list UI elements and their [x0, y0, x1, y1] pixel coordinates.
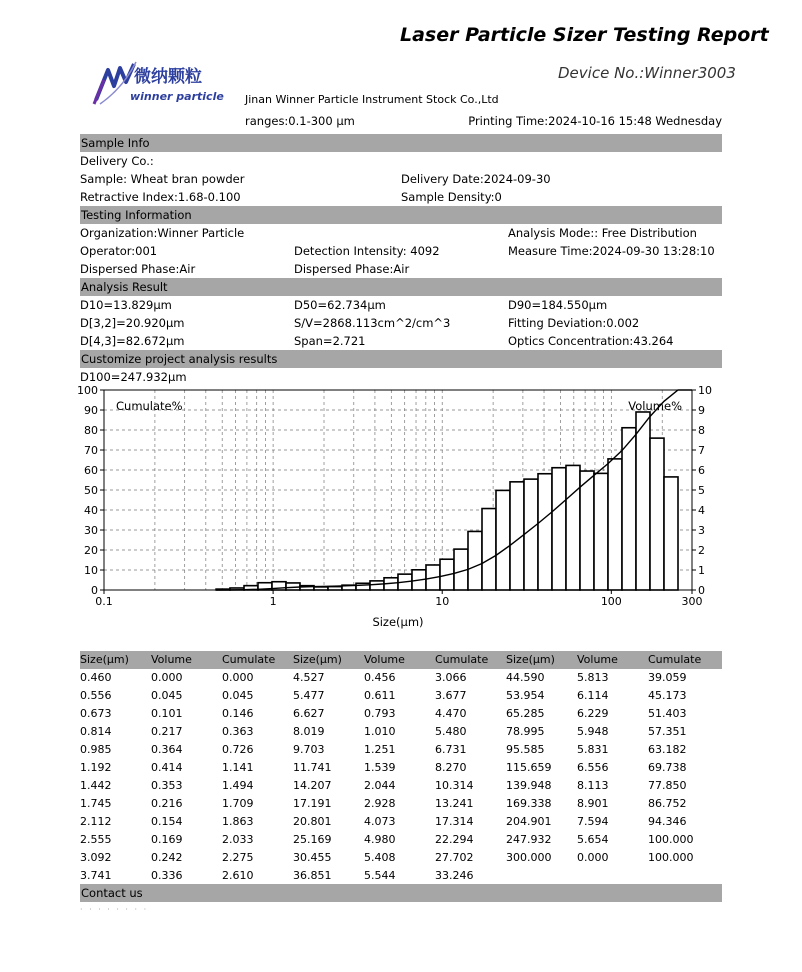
- table-cell: 0.556: [80, 689, 112, 702]
- table-row: [80, 833, 722, 851]
- table-row: [80, 725, 722, 743]
- y-right-tick-label: 6: [698, 464, 705, 477]
- table-cell: 7.594: [577, 815, 609, 828]
- table-cell: 5.544: [364, 869, 396, 882]
- y-right-tick-label: 9: [698, 404, 705, 417]
- volume-bar: [482, 509, 496, 590]
- table-cell: 25.169: [293, 833, 332, 846]
- table-cell: 0.793: [364, 707, 396, 720]
- table-cell: 95.585: [506, 743, 545, 756]
- table-cell: 8.019: [293, 725, 325, 738]
- d32-value: D[3,2]=20.920μm: [80, 316, 185, 330]
- y-left-tick-label: 60: [84, 464, 98, 477]
- y-right-tick-label: 0: [698, 584, 705, 597]
- table-header-cell: Cumulate: [222, 653, 276, 666]
- table-cell: 9.703: [293, 743, 325, 756]
- table-cell: 30.455: [293, 851, 332, 864]
- table-cell: 33.246: [435, 869, 474, 882]
- table-cell: 10.314: [435, 779, 474, 792]
- table-cell: 3.092: [80, 851, 112, 864]
- volume-bar: [524, 479, 538, 590]
- table-cell: 247.932: [506, 833, 552, 846]
- table-header-cell: Cumulate: [648, 653, 702, 666]
- table-cell: 78.995: [506, 725, 545, 738]
- table-cell: 1.863: [222, 815, 254, 828]
- table-cell: 115.659: [506, 761, 552, 774]
- table-cell: 5.408: [364, 851, 396, 864]
- table-header-cell: Size(μm): [293, 653, 342, 666]
- table-cell: 22.294: [435, 833, 474, 846]
- fitting-deviation: Fitting Deviation:0.002: [508, 316, 640, 330]
- analysis-mode: Analysis Mode:: Free Distribution: [508, 226, 697, 240]
- table-cell: 0.154: [151, 815, 183, 828]
- table-cell: 53.954: [506, 689, 545, 702]
- table-cell: 2.275: [222, 851, 254, 864]
- volume-bar: [636, 412, 650, 590]
- table-cell: 0.336: [151, 869, 183, 882]
- table-cell: 2.112: [80, 815, 112, 828]
- dispersed-phase-1: Dispersed Phase:Air: [80, 262, 196, 276]
- table-cell: 17.191: [293, 797, 332, 810]
- table-cell: 0.101: [151, 707, 183, 720]
- table-cell: 13.241: [435, 797, 474, 810]
- table-cell: 6.627: [293, 707, 325, 720]
- x-tick-label: 1: [269, 595, 277, 608]
- volume-bar: [580, 471, 594, 590]
- table-cell: 1.192: [80, 761, 112, 774]
- table-cell: 0.985: [80, 743, 112, 756]
- table-header: [80, 651, 722, 669]
- table-cell: 100.000: [648, 851, 694, 864]
- table-cell: 1.010: [364, 725, 396, 738]
- printing-time: Printing Time:2024-10-16 15:48 Wednesday: [468, 114, 722, 128]
- y-right-tick-label: 3: [698, 524, 705, 537]
- table-cell: 5.948: [577, 725, 609, 738]
- table-cell: 0.460: [80, 671, 112, 684]
- volume-bar: [496, 490, 510, 590]
- table-header-cell: Cumulate: [435, 653, 489, 666]
- table-cell: 0.169: [151, 833, 183, 846]
- table-cell: 94.346: [648, 815, 687, 828]
- d90-value: D90=184.550μm: [508, 298, 608, 312]
- particle-size-chart: [70, 384, 720, 640]
- optics-concentration: Optics Concentration:43.264: [508, 334, 674, 348]
- x-tick-label: 0.1: [95, 595, 113, 608]
- table-cell: 4.980: [364, 833, 396, 846]
- y-left-tick-label: 70: [84, 444, 98, 457]
- y-right-tick-label: 4: [698, 504, 705, 517]
- refractive-index: Retractive Index:1.68-0.100: [80, 190, 241, 204]
- table-cell: 69.738: [648, 761, 687, 774]
- table-cell: 5.480: [435, 725, 467, 738]
- table-cell: 17.314: [435, 815, 474, 828]
- faint-footer-marks: · · · · · · · ·: [80, 905, 149, 914]
- table-cell: 36.851: [293, 869, 332, 882]
- table-row: [80, 743, 722, 761]
- table-cell: 1.141: [222, 761, 254, 774]
- table-cell: 3.677: [435, 689, 467, 702]
- table-cell: 300.000: [506, 851, 552, 864]
- volume-bar: [594, 473, 608, 590]
- sample-name: Sample: Wheat bran powder: [80, 172, 245, 186]
- logo-mark-icon: [90, 60, 240, 108]
- x-tick-label: 100: [600, 595, 622, 608]
- d100-value: D100=247.932μm: [80, 370, 187, 384]
- table-cell: 77.850: [648, 779, 687, 792]
- table-cell: 2.610: [222, 869, 254, 882]
- table-cell: 4.073: [364, 815, 396, 828]
- volume-bar: [664, 477, 678, 590]
- table-cell: 1.251: [364, 743, 396, 756]
- table-cell: 14.207: [293, 779, 332, 792]
- table-cell: 2.033: [222, 833, 254, 846]
- x-axis-label: Size(μm): [372, 615, 424, 629]
- table-cell: 6.229: [577, 707, 609, 720]
- d43-value: D[4,3]=82.672μm: [80, 334, 185, 348]
- delivery-date: Delivery Date:2024-09-30: [401, 172, 551, 186]
- table-cell: 1.539: [364, 761, 396, 774]
- device-number: Device No.:Winner3003: [558, 64, 736, 82]
- volume-bar: [538, 474, 552, 590]
- d50-value: D50=62.734μm: [294, 298, 386, 312]
- section-testing-info: Testing Information: [80, 206, 722, 224]
- span-value: Span=2.721: [294, 334, 366, 348]
- table-cell: 0.045: [222, 689, 254, 702]
- volume-bar: [552, 468, 566, 590]
- volume-bar: [566, 465, 580, 590]
- table-cell: 3.741: [80, 869, 112, 882]
- table-cell: 4.470: [435, 707, 467, 720]
- table-cell: 0.814: [80, 725, 112, 738]
- table-row: [80, 851, 722, 869]
- table-cell: 0.000: [577, 851, 609, 864]
- section-custom-results: Customize project analysis results: [80, 350, 722, 368]
- volume-bar: [608, 459, 622, 590]
- delivery-co: Delivery Co.:: [80, 154, 154, 168]
- logo-en-text: winner particle: [130, 90, 224, 103]
- y-left-tick-label: 100: [77, 384, 98, 397]
- table-cell: 5.831: [577, 743, 609, 756]
- table-row: [80, 689, 722, 707]
- table-cell: 65.285: [506, 707, 545, 720]
- table-cell: 0.414: [151, 761, 183, 774]
- table-cell: 86.752: [648, 797, 687, 810]
- table-cell: 0.217: [151, 725, 183, 738]
- table-cell: 8.113: [577, 779, 609, 792]
- table-header-cell: Volume: [577, 653, 618, 666]
- table-cell: 0.611: [364, 689, 396, 702]
- table-cell: 0.456: [364, 671, 396, 684]
- table-cell: 0.045: [151, 689, 183, 702]
- table-cell: 0.242: [151, 851, 183, 864]
- table-header-cell: Size(μm): [506, 653, 555, 666]
- y-right-tick-label: 7: [698, 444, 705, 457]
- volume-bar: [622, 428, 636, 590]
- table-row: [80, 671, 722, 689]
- y-left-tick-label: 50: [84, 484, 98, 497]
- table-cell: 63.182: [648, 743, 687, 756]
- table-cell: 0.673: [80, 707, 112, 720]
- y-left-tick-label: 10: [84, 564, 98, 577]
- volume-bar: [468, 531, 482, 590]
- table-cell: 1.709: [222, 797, 254, 810]
- table-cell: 139.948: [506, 779, 552, 792]
- table-row: [80, 707, 722, 725]
- table-row: [80, 779, 722, 797]
- section-analysis-result: Analysis Result: [80, 278, 722, 296]
- section-sample-info: Sample Info: [80, 134, 722, 152]
- table-cell: 0.726: [222, 743, 254, 756]
- logo-cn-text: 微纳颗粒: [134, 67, 202, 87]
- table-cell: 0.353: [151, 779, 183, 792]
- table-cell: 0.216: [151, 797, 183, 810]
- table-row: [80, 815, 722, 833]
- y-left-tick-label: 90: [84, 404, 98, 417]
- table-cell: 57.351: [648, 725, 687, 738]
- size-ranges: ranges:0.1-300 μm: [245, 114, 355, 128]
- table-cell: 11.741: [293, 761, 332, 774]
- volume-axis-label: Volume%: [628, 399, 682, 413]
- d10-value: D10=13.829μm: [80, 298, 172, 312]
- x-tick-label: 10: [435, 595, 450, 608]
- table-cell: 6.731: [435, 743, 467, 756]
- table-cell: 20.801: [293, 815, 332, 828]
- section-contact: Contact us: [80, 884, 722, 902]
- table-cell: 6.114: [577, 689, 609, 702]
- table-cell: 1.442: [80, 779, 112, 792]
- y-left-tick-label: 20: [84, 544, 98, 557]
- table-row: [80, 761, 722, 779]
- table-cell: 204.901: [506, 815, 552, 828]
- y-right-tick-label: 5: [698, 484, 705, 497]
- volume-bar: [650, 438, 664, 590]
- table-cell: 3.066: [435, 671, 467, 684]
- table-cell: 0.146: [222, 707, 254, 720]
- table-cell: 51.403: [648, 707, 687, 720]
- table-cell: 5.477: [293, 689, 325, 702]
- y-left-tick-label: 0: [91, 584, 98, 597]
- table-cell: 8.270: [435, 761, 467, 774]
- table-header-cell: Size(μm): [80, 653, 129, 666]
- dispersed-phase-2: Dispersed Phase:Air: [294, 262, 410, 276]
- table-cell: 2.555: [80, 833, 112, 846]
- y-right-tick-label: 2: [698, 544, 705, 557]
- table-cell: 2.928: [364, 797, 396, 810]
- table-cell: 100.000: [648, 833, 694, 846]
- table-cell: 5.813: [577, 671, 609, 684]
- sample-density: Sample Density:0: [401, 190, 502, 204]
- table-cell: 0.000: [222, 671, 254, 684]
- company-logo: [90, 60, 240, 108]
- table-header-cell: Volume: [364, 653, 405, 666]
- detection-intensity: Detection Intensity: 4092: [294, 244, 440, 258]
- table-cell: 1.494: [222, 779, 254, 792]
- cumulate-axis-label: Cumulate%: [116, 399, 183, 413]
- table-cell: 44.590: [506, 671, 545, 684]
- table-cell: 5.654: [577, 833, 609, 846]
- table-cell: 45.173: [648, 689, 687, 702]
- y-left-tick-label: 40: [84, 504, 98, 517]
- table-row: [80, 797, 722, 815]
- volume-bar: [328, 587, 342, 590]
- company-name: Jinan Winner Particle Instrument Stock Co.,Ltd: [245, 93, 499, 106]
- table-cell: 8.901: [577, 797, 609, 810]
- table-cell: 6.556: [577, 761, 609, 774]
- x-tick-label: 300: [681, 595, 703, 608]
- table-cell: 39.059: [648, 671, 687, 684]
- y-left-tick-label: 80: [84, 424, 98, 437]
- report-title: Laser Particle Sizer Testing Report: [400, 24, 769, 46]
- table-cell: 27.702: [435, 851, 474, 864]
- y-left-tick-label: 30: [84, 524, 98, 537]
- table-cell: 4.527: [293, 671, 325, 684]
- table-cell: 2.044: [364, 779, 396, 792]
- table-header-cell: Volume: [151, 653, 192, 666]
- table-cell: 0.364: [151, 743, 183, 756]
- y-right-tick-label: 1: [698, 564, 705, 577]
- measure-time: Measure Time:2024-09-30 13:28:10: [508, 244, 715, 258]
- table-cell: 169.338: [506, 797, 552, 810]
- table-cell: 1.745: [80, 797, 112, 810]
- sv-value: S/V=2868.113cm^2/cm^3: [294, 316, 451, 330]
- table-cell: 0.363: [222, 725, 254, 738]
- y-right-tick-label: 8: [698, 424, 705, 437]
- y-right-tick-label: 10: [698, 384, 712, 397]
- table-cell: 0.000: [151, 671, 183, 684]
- operator: Operator:001: [80, 244, 158, 258]
- organization: Organization:Winner Particle: [80, 226, 245, 240]
- volume-bar: [370, 581, 384, 590]
